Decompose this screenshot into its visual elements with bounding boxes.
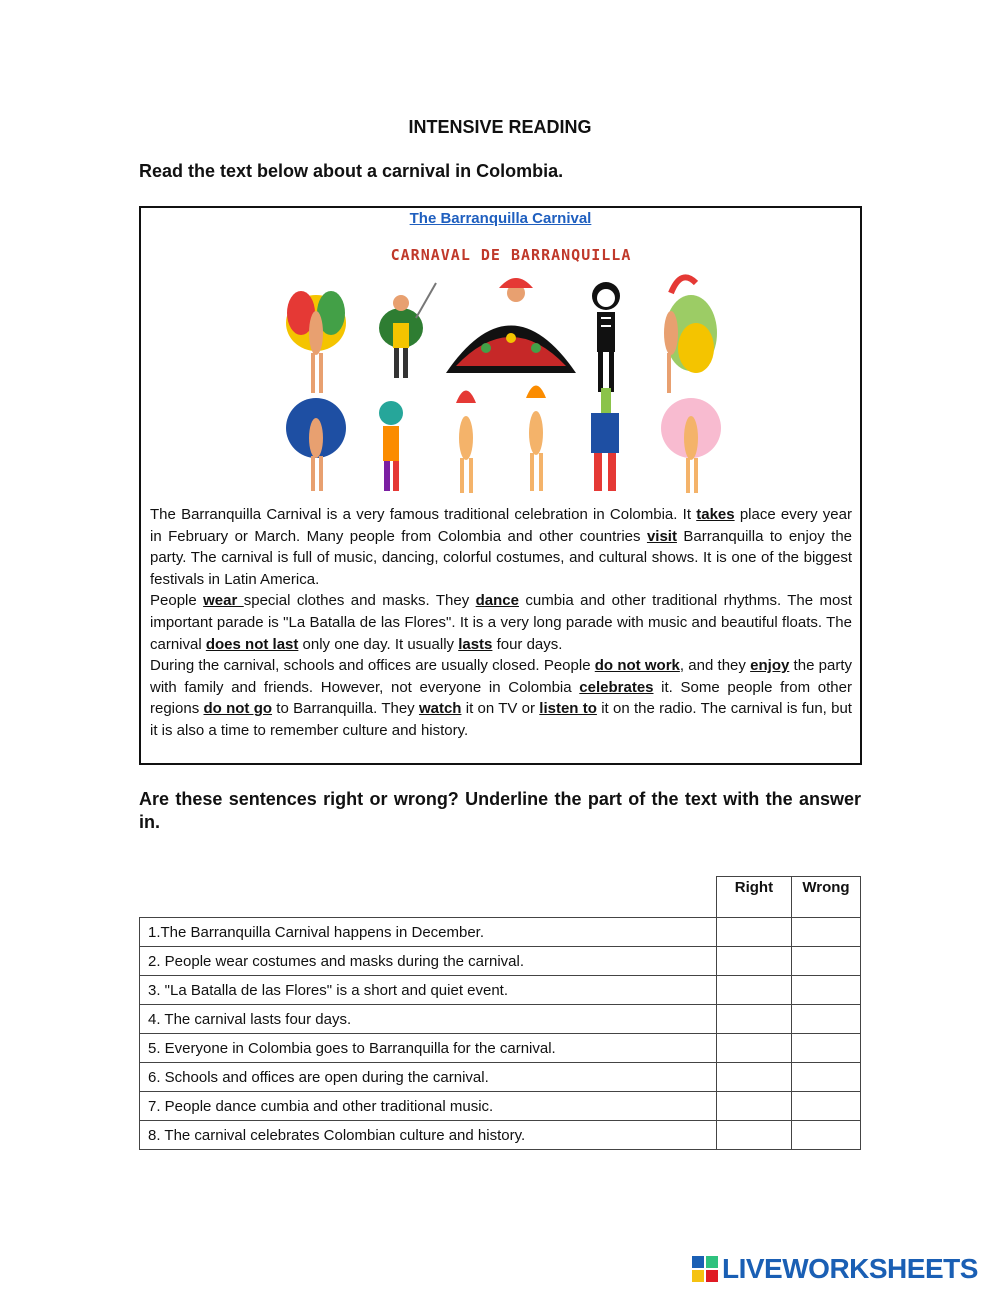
column-header-right: Right — [716, 877, 791, 918]
reading-instruction: Read the text below about a carnival in Colombia. — [139, 161, 564, 181]
reading-title-link[interactable]: The Barranquilla Carnival — [409, 210, 592, 227]
table-row — [140, 918, 861, 947]
dancer-figure — [592, 282, 620, 392]
statement-cell: 3. "La Batalla de las Flores" is a short and quiet event. — [140, 976, 717, 1005]
reading-passage — [150, 504, 852, 742]
dancer-figure — [591, 388, 619, 491]
table-row — [140, 947, 861, 976]
reading-box — [139, 206, 862, 765]
statement-cell: 2. People wear costumes and masks during the carnival. — [140, 947, 717, 976]
wrong-answer-cell[interactable] — [791, 1092, 860, 1121]
right-answer-cell[interactable] — [716, 1092, 791, 1121]
statement-cell: 4. The carnival lasts four days. — [140, 1005, 717, 1034]
table-row — [140, 1034, 861, 1063]
wrong-answer-cell[interactable] — [791, 1121, 860, 1150]
dancer-figure — [526, 386, 546, 492]
right-answer-cell[interactable] — [716, 1121, 791, 1150]
dancer-figure — [379, 283, 436, 378]
keyword: do not go — [203, 700, 273, 718]
keyword: wear — [203, 592, 244, 610]
wrong-answer-cell[interactable] — [791, 947, 860, 976]
statement-cell: 7. People dance cumbia and other traditional music. — [140, 1092, 717, 1121]
keyword: enjoy — [750, 657, 790, 675]
wrong-answer-cell[interactable] — [791, 1063, 860, 1092]
passage-paragraph: During the carnival, schools and offices are usually closed. People do not work, and they enjoy the party with family and friends. However, not everyone in Colombia celebrates it. Some people from other regions do not go to Barranquilla. They watch it on TV or listen to it on the radio. The carnival is fun, but it is also a time to remember culture and history. — [150, 657, 852, 739]
right-wrong-table — [139, 876, 861, 1150]
wrong-answer-cell[interactable] — [791, 976, 860, 1005]
dancer-figure — [286, 291, 346, 393]
passage-paragraph: The Barranquilla Carnival is a very famous traditional celebration in Colombia. It takes place every year in February or March. Many people from Colombia and other countries visit Barranquilla to enjoy the party. The carnival is full of music, dancing, colorful costumes, and cultural shows. It is one of the biggest festivals in Latin America. — [150, 506, 852, 588]
keyword: listen to — [539, 700, 597, 718]
table-row — [140, 1063, 861, 1092]
statement-cell: 6. Schools and offices are open during the carnival. — [140, 1063, 717, 1092]
brand-name: LIVEWORKSHEETS — [722, 1253, 978, 1284]
dancer-figure — [286, 398, 346, 491]
column-header-wrong: Wrong — [791, 877, 860, 918]
statement-cell: 8. The carnival celebrates Colombian culture and history. — [140, 1121, 717, 1150]
liveworksheets-brand[interactable] — [692, 1252, 992, 1286]
keyword: does not last — [205, 635, 299, 653]
table-header-row — [140, 877, 861, 918]
statement-cell: 5. Everyone in Colombia goes to Barranquilla for the carnival. — [140, 1034, 717, 1063]
keyword: do not work — [594, 657, 680, 675]
table-row — [140, 1121, 861, 1150]
dancer-figure — [379, 401, 403, 491]
right-answer-cell[interactable] — [716, 1005, 791, 1034]
right-answer-cell[interactable] — [716, 1034, 791, 1063]
passage-paragraph: People wear special clothes and masks. They dance cumbia and other traditional rhythms. The most important parade is "La Batalla de las Flores". It is a very long parade with music and beautiful floats. The carnival does not last only one day. It usually lasts four days. — [150, 592, 853, 653]
keyword: takes — [696, 506, 735, 523]
liveworksheets-logo-icon — [692, 1256, 718, 1282]
page-title: INTENSIVE READING — [408, 117, 592, 137]
wrong-answer-cell[interactable] — [791, 1034, 860, 1063]
dancer-figure — [446, 278, 576, 373]
table-row — [140, 976, 861, 1005]
dancer-figure — [456, 391, 476, 494]
wrong-answer-cell[interactable] — [791, 918, 860, 947]
exercise-instruction: Are these sentences right or wrong? Underline the part of the text with the answer in. — [139, 789, 861, 832]
illustration-caption: CARNAVAL DE BARRANQUILLA — [390, 246, 632, 264]
header-blank-cell — [140, 877, 717, 918]
right-answer-cell[interactable] — [716, 918, 791, 947]
dancer-figure — [664, 277, 717, 393]
keyword: visit — [646, 527, 677, 545]
table-row — [140, 1092, 861, 1121]
table-row — [140, 1005, 861, 1034]
keyword: lasts — [458, 635, 493, 653]
statement-cell: 1.The Barranquilla Carnival happens in December. — [140, 918, 717, 947]
right-answer-cell[interactable] — [716, 947, 791, 976]
keyword: dance — [475, 592, 519, 610]
dancer-figure — [661, 398, 721, 493]
right-answer-cell[interactable] — [716, 1063, 791, 1092]
right-answer-cell[interactable] — [716, 976, 791, 1005]
wrong-answer-cell[interactable] — [791, 1005, 860, 1034]
carnival-illustration — [271, 238, 751, 498]
keyword: celebrates — [579, 678, 654, 696]
keyword: watch — [418, 700, 462, 718]
